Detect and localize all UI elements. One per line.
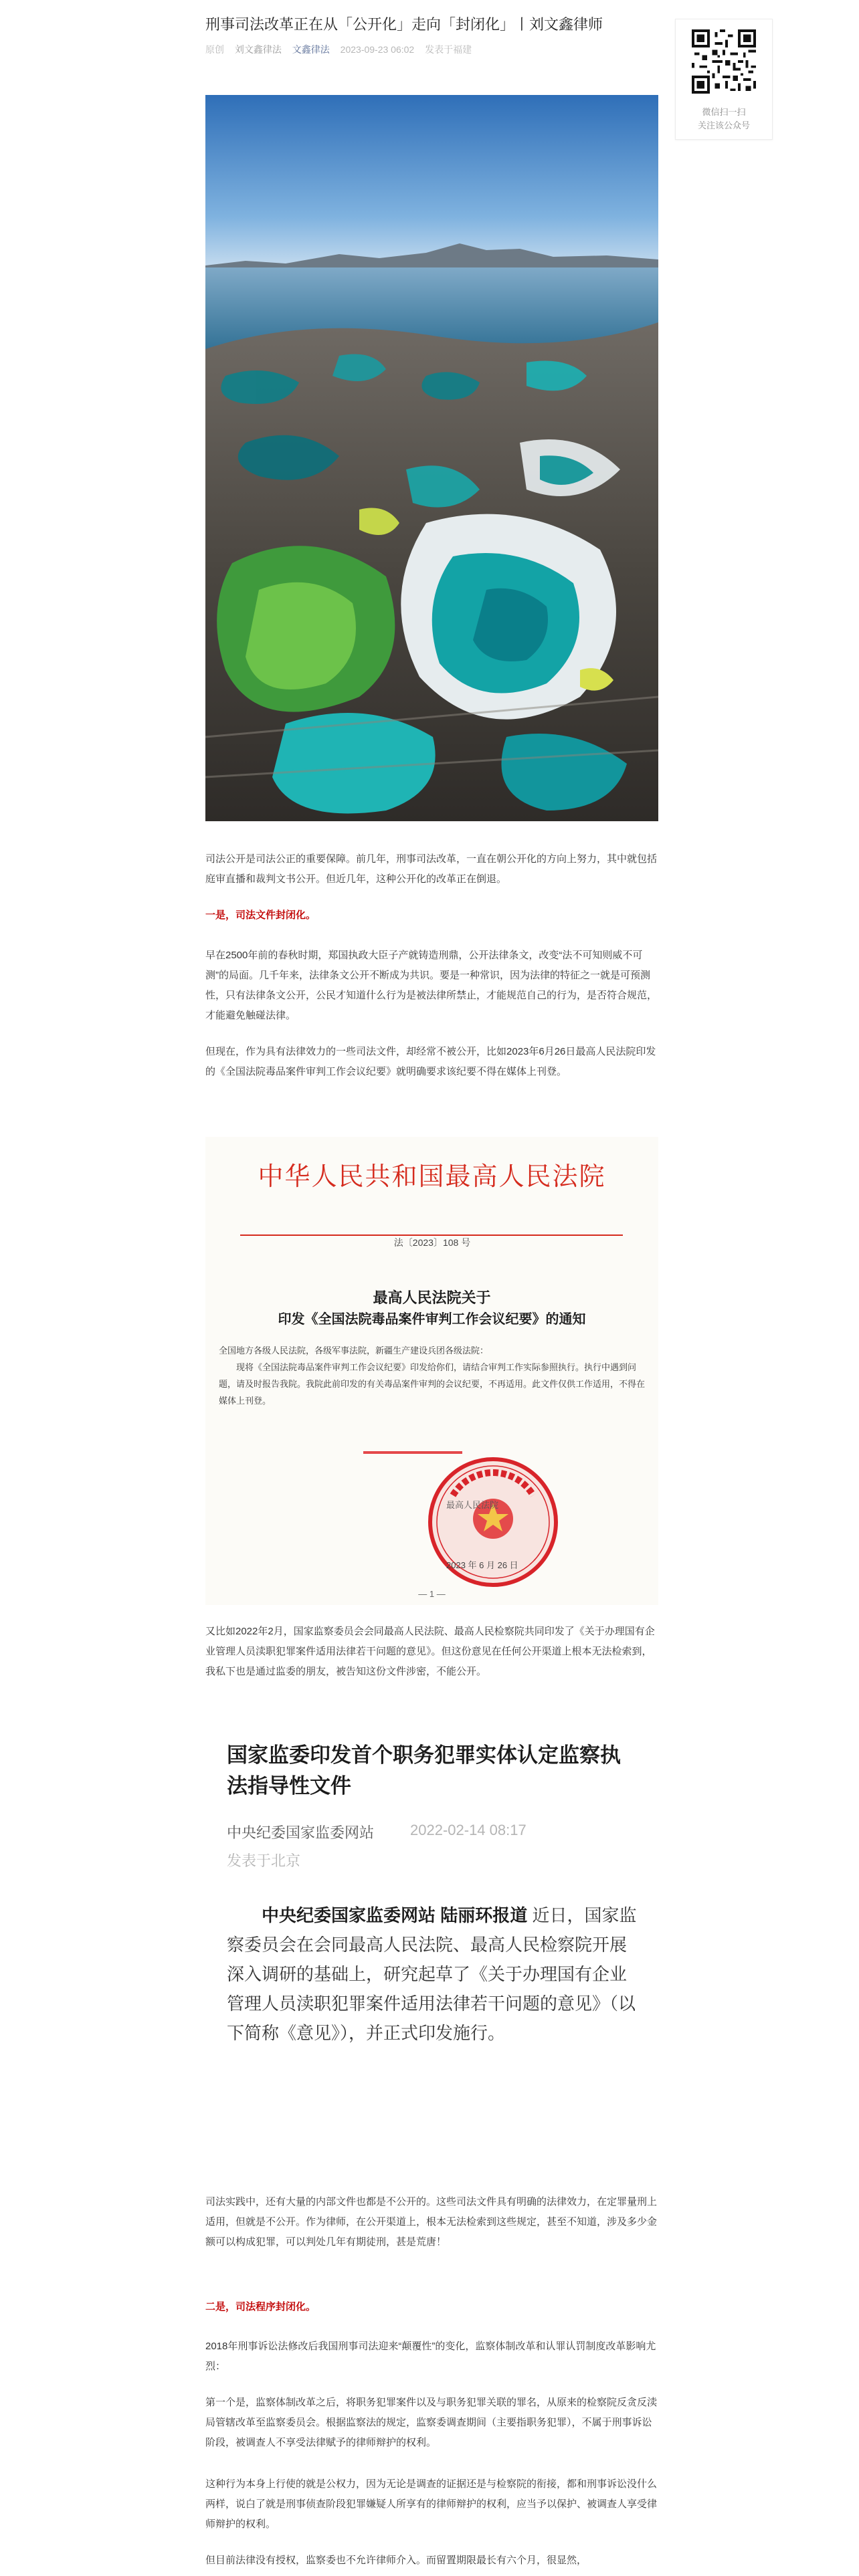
account-link[interactable]: 文鑫律法 bbox=[292, 44, 330, 55]
hero-aerial-lake-photo bbox=[205, 95, 658, 821]
highlight-underline bbox=[363, 1451, 462, 1454]
news-screenshot-card bbox=[205, 1720, 658, 2145]
article-meta bbox=[205, 43, 480, 56]
qr-caption-scan: 微信扫一扫 bbox=[702, 107, 746, 117]
section-heading-procedure: 二是，司法程序封闭化。 bbox=[205, 2301, 316, 2313]
paragraph-supervision-opinion: 又比如2022年2月，国家监察委员会会同最高人民法院、最高人民检察院共同印发了《关于办理国有企业管理人员渎职犯罪案件适用法律若干问题的意见》。但这份意见在任何公开渠道上根本无法检索到，我私下也是通过监委的朋友，被告知这份文件涉密，不能公开。 bbox=[205, 1626, 655, 1677]
paragraph-reform-impact: 2018年刑事诉讼法修改后我国刑事司法迎来“颠覆性”的变化，监察体制改革和认罪认罚制度改革影响尤烈： bbox=[205, 2341, 656, 2372]
notice-title-2: 印发《全国法院毒品案件审判工作会议纪要》的通知 bbox=[278, 1311, 586, 1327]
section-heading-documents: 一是，司法文件封闭化。 bbox=[205, 909, 316, 921]
news-location: 发表于北京 bbox=[227, 1852, 301, 1869]
news-time: 2022-02-14 08:17 bbox=[410, 1822, 527, 1838]
notice-title-1: 最高人民法院关于 bbox=[373, 1289, 491, 1307]
notice-body bbox=[219, 1343, 647, 1410]
paragraph-supervision-reform: 第一个是，监察体制改革之后，将职务犯罪案件以及与职务犯罪关联的罪名，从原来的检察院反贪反渎局管辖改革至监察委员会。根据监察法的规定，监察委调查期间（主要指职务犯罪），不属于刑事诉讼阶段，被调查人不享受法律赋予的律师辩护的权利。 bbox=[205, 2397, 658, 2448]
publish-date: 2023-09-23 06:02 bbox=[340, 44, 415, 55]
news-lead bbox=[227, 1901, 638, 2048]
document-number: 法〔2023〕108 号 bbox=[393, 1237, 471, 1248]
paragraph-history: 早在2500年前的春秋时期，郑国执政大臣子产就铸造刑鼎，公开法律条文，改变“法不可知则威不可测”的局面。几千年来，法律条文公开不断成为共识。要是一种常识，因为法律的特征之一就是可预测性，只有法律条文公开，公民才知道什么行为是被法律所禁止，才能规范自己的行为，是否符合规范，才能避免触碰法律。 bbox=[205, 950, 658, 1021]
qr-caption-follow: 关注该公众号 bbox=[697, 120, 750, 130]
article-title: 刑事司法改革正在从「公开化」走向「封闭化」丨刘文鑫律师 bbox=[205, 16, 603, 33]
notice-signature: 最高人民法院 bbox=[446, 1500, 499, 1510]
news-lead-bold: 中央纪委国家监委网站 陆丽环报道 bbox=[262, 1905, 528, 1925]
court-notice-image bbox=[205, 1137, 658, 1605]
paragraph-intro: 司法公开是司法公正的重要保障。前几年，刑事司法改革，一直在朝公开化的方向上努力，其中就包括庭审直播和裁判文书公开。但近几年，这种公开化的改革正在倒退。 bbox=[205, 853, 658, 885]
court-letterhead: 中华人民共和国最高人民法院 bbox=[258, 1162, 606, 1191]
paragraph-internal-documents: 司法实践中，还有大量的内部文件也都是不公开的。这些司法文件具有明确的法律效力，在定罪量刑上适用，但就是不公开。作为律师，在公开渠道上，根本无法检索到这些规定，甚至不知道，涉及多少金额可以构成犯罪，可以判处几年有期徒刑，甚是荒唐！ bbox=[205, 2196, 658, 2248]
original-tag: 原创 bbox=[205, 44, 224, 55]
publish-location: 发表于福建 bbox=[425, 44, 472, 55]
paragraph-detention: 但目前法律没有授权，监察委也不允许律师介入。而留置期限最长有六个月，很显然， bbox=[205, 2555, 587, 2566]
qr-code-icon bbox=[692, 29, 756, 94]
notice-text: 现将《全国法院毒品案件审判工作会议纪要》印发给你们，请结合审判工作实际参照执行。执行中遇到问题，请及时报告我院。我院此前印发的有关毒品案件审判的会议纪要，不再适用。此文件仅供工作适用，不得在媒体上刊登。 bbox=[219, 1363, 646, 1406]
author-name: 刘文鑫律法 bbox=[234, 44, 282, 55]
notice-address: 全国地方各级人民法院，各级军事法院，新疆生产建设兵团各级法院： bbox=[219, 1346, 489, 1356]
news-lead-body: 近日，国家监察委员会在会同最高人民法院、最高人民检察院开展深入调研的基础上，研究起草了《关于办理国有企业管理人员渎职犯罪案件适用法律若干问题的意见》（以下简称《意见》），并正式印发施行。 bbox=[227, 1905, 637, 2043]
page-number: — 1 — bbox=[418, 1589, 446, 1599]
news-source: 中央纪委国家监委网站 bbox=[227, 1824, 375, 1841]
qr-follow-box[interactable] bbox=[675, 19, 773, 140]
news-headline: 国家监委印发首个职务犯罪实体认定监察执法指导性文件 bbox=[227, 1743, 621, 1798]
paragraph-public-power: 这种行为本身上行使的就是公权力，因为无论是调查的证据还是与检察院的衔接，都和刑事诉讼没什么两样，说白了就是刑事侦查阶段犯罪嫌疑人所享有的律师辩护的权利，应当予以保护、被调查人享受律师辩护的权利。 bbox=[205, 2478, 658, 2530]
paragraph-drug-minutes: 但现在，作为具有法律效力的一些司法文件，却经常不被公开，比如2023年6月26日最高人民法院印发的《全国法院毒品案件审判工作会议纪要》就明确要求该纪要不得在媒体上刊登。 bbox=[205, 1046, 656, 1077]
notice-date: 2023 年 6 月 26 日 bbox=[446, 1560, 518, 1570]
